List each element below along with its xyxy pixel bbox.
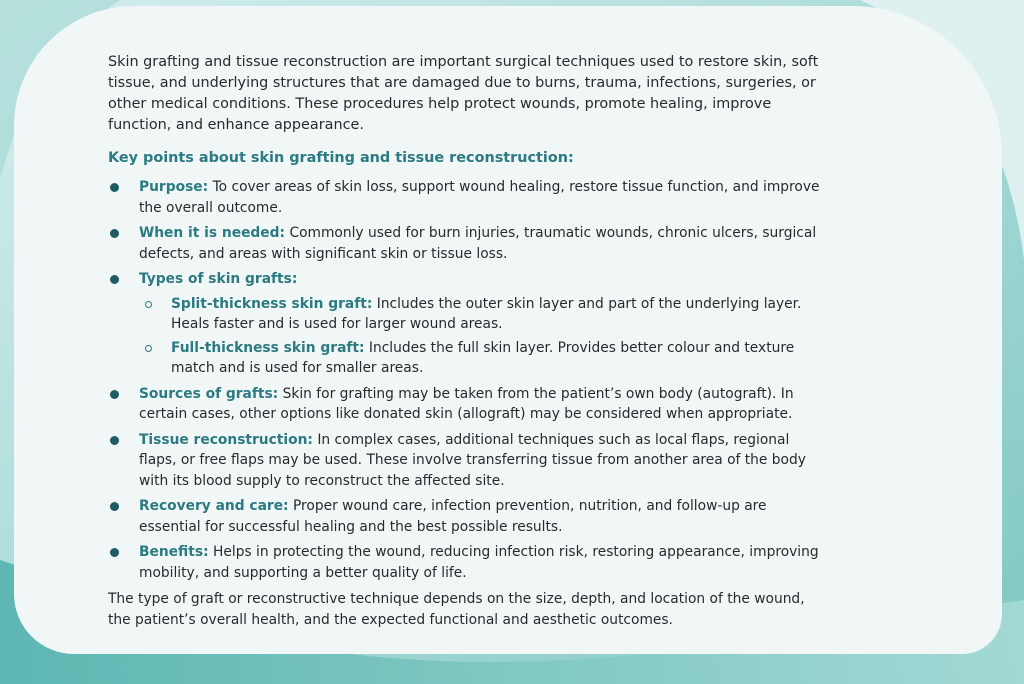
point-term: When it is needed: — [139, 225, 286, 241]
point-term: Benefits: — [139, 544, 209, 560]
list-item — [108, 223, 828, 264]
point-term: Types of skin grafts: — [139, 271, 298, 287]
point-text: Skin for grafting may be taken from the patient’s own body (autograft). In certain cases, other options like donated skin (allograft) may be considered when appropriate. — [139, 385, 794, 422]
point-term: Recovery and care: — [139, 498, 289, 514]
list-item — [108, 496, 828, 537]
point-term: Tissue reconstruction: — [139, 431, 313, 448]
list-item — [108, 269, 828, 379]
list-item — [108, 177, 828, 218]
subpoint-term: Split-thickness skin graft: — [171, 295, 373, 312]
key-points-list — [108, 177, 828, 583]
subpoint-text: Includes the full skin layer. Provides better colour and texture match and is used for smaller areas. — [171, 339, 795, 376]
subpoint-term: Full-thickness skin graft: — [171, 339, 365, 356]
point-term: Purpose: — [139, 179, 209, 195]
point-text: To cover areas of skin loss, support wound healing, restore tissue function, and improve the overall outcome. — [139, 179, 820, 216]
list-item — [108, 542, 828, 583]
key-points-heading: Key points about skin grafting and tissue reconstruction: — [108, 150, 574, 166]
graft-types-list — [139, 294, 828, 379]
point-term: Sources of grafts: — [139, 385, 279, 402]
point-text: In complex cases, additional techniques such as local flaps, regional flaps, or free flaps may be used. These involve transferring tissue from another area of the body with its blood supply to reconstruct the affected site. — [139, 431, 806, 489]
list-item — [108, 384, 828, 425]
article-body — [108, 52, 828, 630]
list-item — [108, 430, 828, 492]
subpoint-text: Includes the outer skin layer and part of the underlying layer. Heals faster and is used for larger wound areas. — [171, 295, 802, 332]
sub-list-item — [139, 338, 828, 379]
point-text: Helps in protecting the wound, reducing infection risk, restoring appearance, improving mobility, and supporting a better quality of life. — [139, 544, 819, 581]
point-text: Proper wound care, infection prevention, nutrition, and follow-up are essential for successful healing and the best possible results. — [139, 498, 767, 535]
closing-paragraph: The type of graft or reconstructive technique depends on the size, depth, and location of the wound, the patient’s overall health, and the expected functional and aesthetic outcomes. — [108, 591, 805, 628]
sub-list-item — [139, 294, 828, 335]
intro-paragraph: Skin grafting and tissue reconstruction are important surgical techniques used to restore skin, soft tissue, and underlying structures that are damaged due to burns, trauma, infections, surgeries, or other medical conditions. These procedures help protect wounds, promote healing, improve function, and enhance appearance. — [108, 54, 819, 133]
point-text: Commonly used for burn injuries, traumatic wounds, chronic ulcers, surgical defects, and areas with significant skin or tissue loss. — [139, 225, 817, 262]
